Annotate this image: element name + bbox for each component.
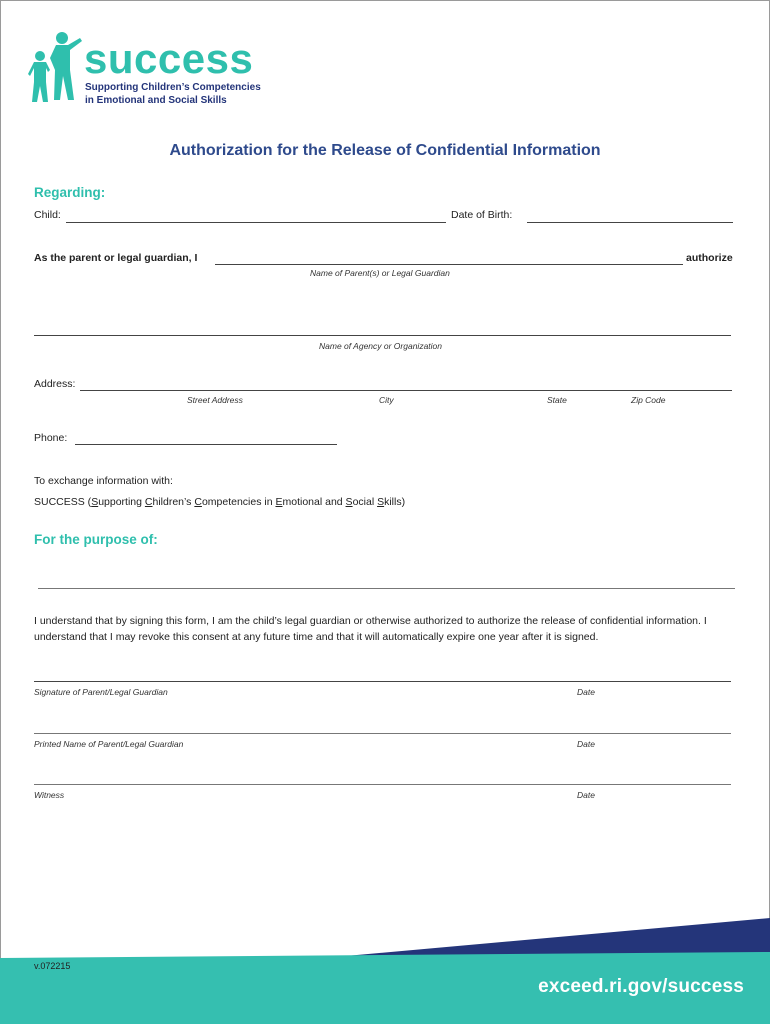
child-label: Child:: [34, 209, 61, 221]
success-logo: [28, 30, 288, 110]
signature-caption: Signature of Parent/Legal Guardian: [34, 687, 168, 697]
printed-name-date-caption: Date: [577, 739, 595, 749]
guardian-name-caption: Name of Parent(s) or Legal Guardian: [310, 268, 450, 278]
purpose-field[interactable]: [38, 588, 735, 589]
consent-statement: I understand that by signing this form, I am the child’s legal guardian or otherwise authorized to authorize the release of confidential information. I understand that I may revoke this consent at any future time and that it will automatically expire one year after it is signed.: [34, 615, 707, 643]
version-number: v.072215: [34, 961, 71, 971]
witness-date-caption: Date: [577, 790, 595, 800]
agency-caption: Name of Agency or Organization: [319, 341, 442, 351]
address-field[interactable]: [80, 390, 732, 391]
dob-label: Date of Birth:: [451, 209, 513, 221]
printed-name-line[interactable]: [34, 733, 731, 734]
address-label: Address:: [34, 378, 76, 390]
agency-field[interactable]: [34, 335, 731, 336]
child-field[interactable]: [66, 222, 446, 223]
dob-field[interactable]: [527, 222, 733, 223]
guardian-name-field[interactable]: [215, 264, 683, 265]
purpose-heading: For the purpose of:: [34, 532, 158, 547]
street-caption: Street Address: [187, 395, 243, 405]
signature-line[interactable]: [34, 681, 731, 682]
phone-label: Phone:: [34, 432, 68, 444]
page-title: Authorization for the Release of Confidential Information: [169, 142, 601, 159]
zip-caption: Zip Code: [631, 395, 666, 405]
printed-name-caption: Printed Name of Parent/Legal Guardian: [34, 739, 184, 749]
authorize-lead: As the parent or legal guardian, I: [34, 252, 198, 264]
regarding-heading: Regarding:: [34, 185, 106, 200]
signature-date-caption: Date: [577, 687, 595, 697]
exchange-organization: SUCCESS (Supporting Children’s Competencies in Emotional and Social Skills): [34, 496, 406, 508]
phone-field[interactable]: [75, 444, 337, 445]
state-caption: State: [547, 395, 567, 405]
exchange-lead: To exchange information with:: [34, 475, 173, 487]
logo-wordmark: success: [84, 35, 254, 82]
logo-tagline: Supporting Children’s Competencies in Emotional and Social Skills: [85, 82, 261, 106]
footer-url[interactable]: exceed.ri.gov/success: [538, 976, 744, 997]
footer-banner: [0, 900, 770, 1024]
witness-caption: Witness: [34, 790, 65, 800]
authorize-tail: authorize: [686, 252, 733, 264]
witness-line[interactable]: [34, 784, 731, 785]
city-caption: City: [379, 395, 394, 405]
children-figures-icon: [28, 30, 84, 106]
